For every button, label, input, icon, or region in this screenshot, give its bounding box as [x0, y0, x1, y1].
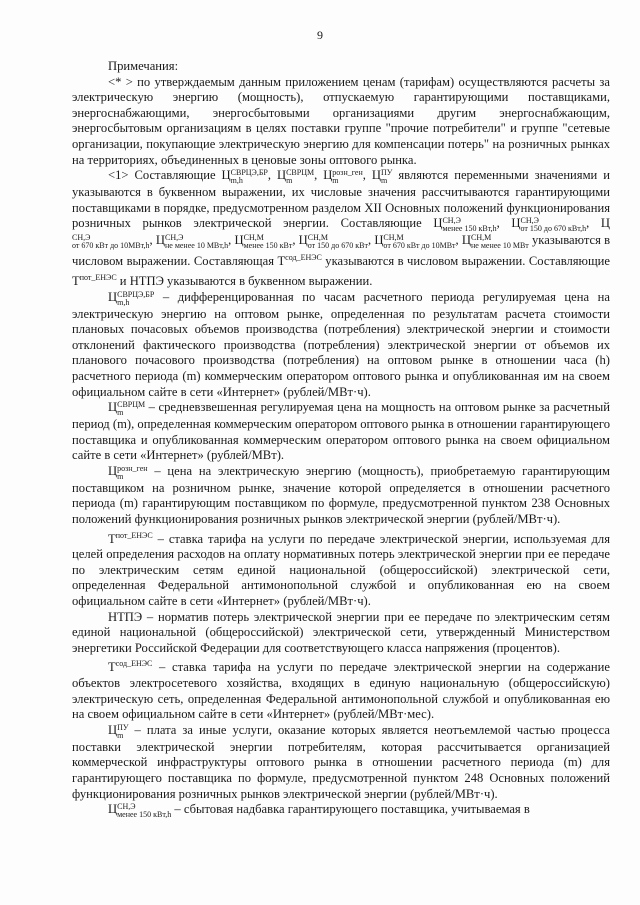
symbol-pu: Ц ПУ m [108, 722, 129, 740]
symbol-svrcm: Ц СВРЦМ m [108, 400, 146, 418]
page-number: 9 [317, 28, 323, 42]
symbol-sn-m-10: Ц СН,М не менее 10 МВт [461, 233, 529, 251]
note-one-text-c: указываются в числовом выражении. Составляющие [321, 254, 610, 269]
symbol-t-sod-enes: $Т^{сод\_ЕНЭС}$ [108, 659, 153, 675]
symbol-t-sod-enes: $Т^{сод\_ЕНЭС}$ [277, 253, 322, 269]
symbol-svrcz-br: Ц СВРЦЭ,БР m,h [221, 168, 268, 186]
symbol-sn-e-150-670: Ц СН,Э от 150 до 670 кВт,h [511, 216, 587, 234]
symbol-sn-m-670-10: Ц СН,М от 670 кВт до 10МВт [374, 233, 456, 251]
symbol-svrcz-br: Ц СВРЦЭ,БР m,h [108, 289, 155, 307]
symbol-rozn-gen: Ц розн_ген m [323, 168, 363, 186]
symbol-sn-e-670-10: Ц СН,Э от 670 кВт до 10МВт,h [72, 216, 611, 251]
symbol-t-pot-enes: $Т^{пот\_ЕНЭС}$ [108, 530, 153, 546]
note-one-text-a: являются переменными значениями и указываются в буквенном выражении, их числовые значения рассчитываются гарантирующими поставщиками в порядке, предусмотренном разделом XII Основных положений функционирования розничных рынков электрической энергии. Составляющие [72, 168, 610, 231]
definition-ntpe: НТПЭ – норматив потерь электрической энергии при ее передаче по электрическим сетям единой национальной (общероссийской) электрической сети, утвержденный Министерством энергетики Российской Федерации для соответствующего класса напряжения (процентов). [72, 609, 610, 655]
note-one-marker: <1> Составляющие [108, 168, 222, 183]
definition-rozn-gen: Ц розн_ген m – цена на электрическую энергию (мощность), приобретаемую гарантирующим поставщиком на розничном рынке, значение которой определяется в отношении расчетного периода (m) гарантирующим поставщиком по формуле, предусмотренной пунктом 238 Основных положений функционирования розничных рынков электрической энергии (рублей/МВт·ч). [72, 463, 610, 527]
definition-sod-enes: $Т^{сод\_ЕНЭС}$ – ставка тарифа на услуги по передаче электрической энергии на содержание объектов электросетевого хозяйства, входящих в единую национальную (общероссийскую) электрическую сеть, определенная Федеральной антимонопольной службой и опубликованная ею на своем официальном сайте в сети «Интернет» (рублей/МВт·мес). [72, 659, 610, 722]
note-one-text-d: и НТПЭ указываются в буквенном выражении. [116, 273, 373, 288]
symbol-svrcm: Ц СВРЦМ m [276, 168, 315, 186]
note-one-text-b: указываются в числовом выражении. Составляющая [72, 233, 611, 269]
note-asterisk-marker: <* > [108, 74, 133, 89]
symbol-sn-e-150: Ц СН,Э менее 150 кВт,h [433, 216, 497, 234]
definition-pot-enes: $Т^{пот\_ЕНЭС}$ – ставка тарифа на услуги по передаче электрической энергии, используемая для целей определения расходов на оплату нормативных потерь электрической энергии при ее передаче по электрическим сетям единой национальной (общероссийской) электрической сети, определенная Федеральной антимонопольной службой и опубликованная ею на своем официальном сайте в сети «Интернет» (рублей/МВт·ч). [72, 530, 610, 609]
symbol-sn-m-150: Ц СН,М менее 150 кВт [234, 233, 293, 251]
symbol-sn-e-10: Ц СН,Э не менее 10 МВт,h [155, 233, 229, 251]
definition-svrcz-br: Ц СВРЦЭ,БР m,h – дифференцированная по часам расчетного периода регулируемая цена на электрическую энергию на оптовом рынке, определенная по результатам расчета стоимости плановых почасовых объемов производства (потребления) электрической энергии и стоимости отклонений фактического производства (потребления) электрической энергии от объемов их планового почасового производства (потребления) на оптовом рынке в отношении часа (h) расчетного периода (m) коммерческим оператором оптового рынка и опубликованная им на своем официальном сайте в сети «Интернет» (рублей/МВт·ч). [72, 289, 610, 399]
symbol-sn-m-150-670: Ц СН,М от 150 до 670 кВт [298, 233, 368, 251]
note-asterisk-text: по утверждаемым данным приложением ценам (тарифам) осуществляются расчеты за электрическую энергию (мощность), отпускаемую гарантирующими поставщиками, энергоснабжающими, энергосбытовыми организациями другим энергоснабжающим, энергосбытовым организациям в целях поставки группе "прочие потребители" и группе "сетевые организации, покупающие электрическую энергию для компенсации потерь" на розничных рынках на территориях, объединенных в ценовые зоны оптового рынка. [72, 74, 610, 167]
symbol-rozn-gen: Ц розн_ген m [108, 463, 148, 481]
notes-body [72, 59, 610, 819]
notes-heading: Примечания: [108, 59, 179, 73]
definition-sn-e-150: Ц СН,Э менее 150 кВт,h – сбытовая надбавка гарантирующего поставщика, учитываемая в [108, 802, 530, 820]
note-asterisk [72, 75, 610, 169]
note-one: <1> Составляющие Ц СВРЦЭ,БР m,h , Ц СВРЦМ m , Ц розн_ген m , Ц ПУ m являются переменными значениями и указываются в буквенном выражении, их числовые значения рассчитываются гарантирующими поставщиками в порядке, предусмотренном разделом XII Основных положений функционирования розничных рынков электрической энергии. Составляющие Ц СН,Э менее 150 кВт,h , Ц СН,Э от 150 до 670 кВт,h , Ц СН,Э от 670 кВт до 10МВт,h , Ц СН,Э не менее 10 МВт,h , Ц СН,М менее 150 кВт , Ц СН,М от 150 до 670 кВт , Ц СН,М от 670 кВт до 10МВт , Ц СН,М не менее 10 МВт указываются в числовом выражении. Составляющая $Т^{сод\_ЕНЭС}$ указываются в числовом выражении. Составляющие $Т^{пот\_ЕНЭС}$ и НТПЭ указываются в буквенном выражении. [72, 168, 611, 288]
symbol-sn-e-150: Ц СН,Э менее 150 кВт,h [108, 802, 172, 820]
definition-pu: Ц ПУ m – плата за иные услуги, оказание которых является неотъемлемой частью процесса поставки электрической энергии потребителям, которая рассчитывается организацией коммерческой инфраструктуры оптового рынка в отношении расчетного периода (m) для гарантирующего поставщика по формуле, предусмотренной пунктом 248 Основных положений функционирования розничных рынков электрической энергии (рублей/МВт·ч). [72, 722, 610, 801]
symbol-pu: Ц ПУ m [371, 168, 393, 186]
symbol-t-pot-enes: $Т^{пот\_ЕНЭС}$ [72, 272, 117, 288]
definition-svrcm: Ц СВРЦМ m – средневзвешенная регулируемая цена на мощность на оптовом рынке за расчетный период (m), определенная коммерческим оператором оптового рынка в отношении гарантирующего поставщика и опубликованная коммерческим оператором оптового рынка на своем официальном сайте в сети «Интернет» (рублей/МВт). [72, 400, 610, 463]
ntpe-label: НТПЭ [108, 609, 143, 624]
